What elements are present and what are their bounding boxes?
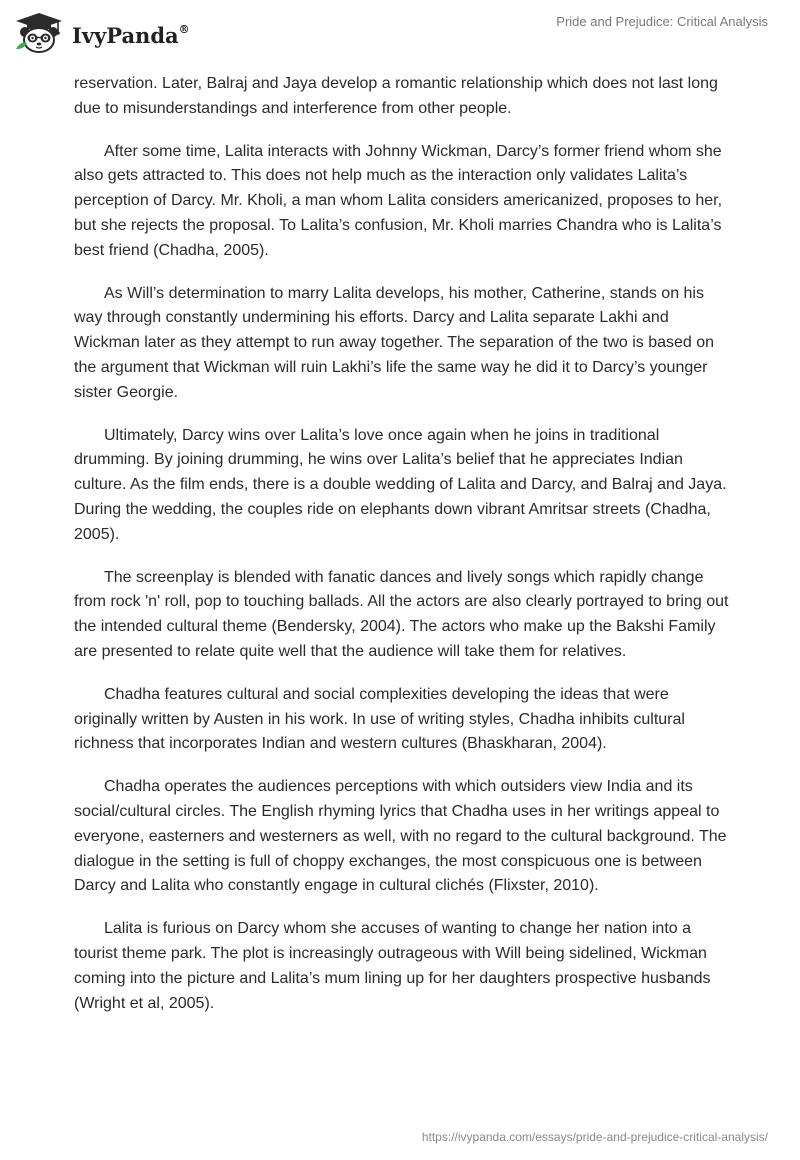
brand-name: IvyPanda® bbox=[72, 22, 190, 48]
panda-graduate-icon bbox=[14, 12, 64, 54]
document-title: Pride and Prejudice: Critical Analysis bbox=[556, 14, 768, 29]
paragraph: The screenplay is blended with fanatic dances and lively songs which rapidly change from rock 'n' roll, pop to touching ballads. All the actors are also clearly portrayed to bring out the intended cultural theme (Bendersky, 2004). The actors who make up the Bakshi Family are presented to relate quite well that the audience will take them for relatives. bbox=[74, 568, 729, 660]
paragraph: Chadha operates the audiences perceptions with which outsiders view India and its social/cultural circles. The English rhyming lyrics that Chadha uses in her writings appeal to everyone, easterners and westerners as well, with no regard to the cultural background. The dialogue in the setting is full of choppy exchanges, the most conspicuous one is between Darcy and Lalita who constantly engage in cultural clichés (Flixster, 2010). bbox=[74, 778, 727, 895]
paragraph: reservation. Later, Balraj and Jaya develop a romantic relationship which does not last long due to misunderstandings and interference from other people. bbox=[74, 75, 718, 117]
brand-logo[interactable] bbox=[14, 12, 190, 54]
paragraph: Lalita is furious on Darcy whom she accuses of wanting to change her nation into a tourist theme park. The plot is increasingly outrageous with Will being sidelined, Wickman coming into the picture and Lalita’s mum lining up for her daughters prospective husbands (Wright et al, 2005). bbox=[74, 920, 711, 1012]
source-url[interactable]: https://ivypanda.com/essays/pride-and-prejudice-critical-analysis/ bbox=[421, 1130, 768, 1144]
paragraph: As Will’s determination to marry Lalita develops, his mother, Catherine, stands on his way through constantly undermining his efforts. Darcy and Lalita separate Lakhi and Wickman later as they attempt to run away together. The separation of the two is based on the argument that Wickman will ruin Lakhi’s life the same way he did it to Darcy’s younger sister Georgie. bbox=[74, 284, 715, 401]
paragraph: Ultimately, Darcy wins over Lalita’s love once again when he joins in traditional drumming. By joining drumming, he wins over Lalita’s belief that he appreciates Indian culture. As the film ends, there is a double wedding of Lalita and Darcy, and Balraj and Jaya. During the wedding, the couples ride on elephants down vibrant Amritsar streets (Chadha, 2005). bbox=[74, 426, 727, 543]
page-header bbox=[0, 0, 800, 70]
paragraph: After some time, Lalita interacts with Johnny Wickman, Darcy’s former friend whom she also gets attracted to. This does not help much as the interaction only validates Lalita’s perception of Darcy. Mr. Kholi, a man whom Lalita considers americanized, proposes to her, but she rejects the proposal. To Lalita’s confusion, Mr. Kholi marries Chandra who is Lalita’s best friend (Chadha, 2005). bbox=[74, 142, 723, 259]
essay-body bbox=[74, 72, 734, 1034]
paragraph: Chadha features cultural and social complexities developing the ideas that were originally written by Austen in his work. In use of writing styles, Chadha inhibits cultural richness that incorporates Indian and western cultures (Bhaskharan, 2004). bbox=[74, 685, 685, 753]
registered-mark: ® bbox=[178, 22, 190, 36]
